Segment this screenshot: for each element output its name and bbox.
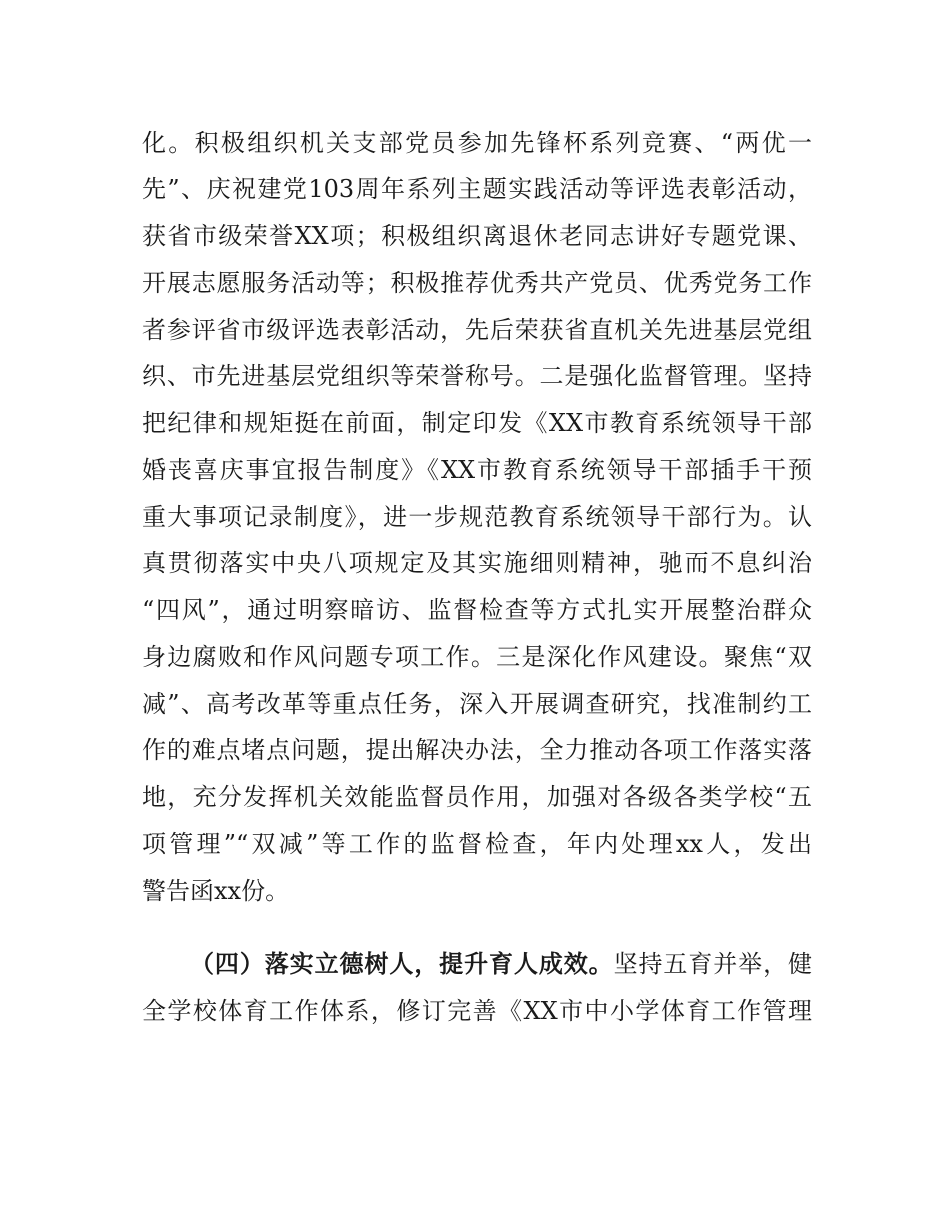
paragraph-1-line-13: 减”、高考改革等重点任务，深入开展调查研究，找准制约工 bbox=[142, 690, 812, 718]
paragraph-1-line-15: 地，充分发挥机关效能监督员作用，加强对各级各类学校“五 bbox=[142, 783, 812, 811]
paragraph-2-line-1 bbox=[190, 949, 812, 979]
paragraph-1-line-2: 先”、庆祝建党103周年系列主题实践活动等评选表彰活动， bbox=[142, 175, 812, 203]
paragraph-1-line-5: 者参评省市级评选表彰活动，先后荣获省直机关先进基层党组 bbox=[142, 316, 812, 344]
paragraph-1-line-16: 项管理”“双减”等工作的监督检查，年内处理xx人，发出 bbox=[142, 830, 812, 858]
paragraph-1-line-4: 开展志愿服务活动等；积极推荐优秀共产党员、优秀党务工作 bbox=[142, 269, 812, 297]
paragraph-1-line-6: 织、市先进基层党组织等荣誉称号。二是强化监督管理。坚持 bbox=[142, 362, 812, 390]
section-heading: （四）落实立德树人，提升育人成效。 bbox=[190, 950, 614, 978]
paragraph-2-line-2: 全学校体育工作体系，修订完善《XX市中小学体育工作管理 bbox=[142, 997, 812, 1025]
paragraph-1-line-7: 把纪律和规矩挺在前面，制定印发《XX市教育系统领导干部 bbox=[142, 409, 812, 437]
paragraph-1-line-11: “四风”，通过明察暗访、监督检查等方式扎实开展整治群众 bbox=[142, 596, 812, 624]
paragraph-1-line-1: 化。积极组织机关支部党员参加先锋杯系列竞赛、“两优一 bbox=[142, 129, 812, 157]
paragraph-1-line-10: 真贯彻落实中央八项规定及其实施细则精神，驰而不息纠治 bbox=[142, 549, 812, 577]
paragraph-1-line-12: 身边腐败和作风问题专项工作。三是深化作风建设。聚焦“双 bbox=[142, 643, 812, 671]
paragraph-1-line-3: 获省市级荣誉XX项；积极组织离退休老同志讲好专题党课、 bbox=[142, 222, 812, 250]
paragraph-1-line-14: 作的难点堵点问题，提出解决办法，全力推动各项工作落实落 bbox=[142, 736, 812, 764]
paragraph-1-line-8: 婚丧喜庆事宜报告制度》《XX市教育系统领导干部插手干预 bbox=[142, 456, 812, 484]
section-heading-continuation: 坚持五育并举，健 bbox=[613, 950, 813, 978]
paragraph-1-line-17: 警告函xx份。 bbox=[142, 877, 290, 905]
paragraph-1-line-9: 重大事项记录制度》，进一步规范教育系统领导干部行为。认 bbox=[142, 503, 812, 531]
